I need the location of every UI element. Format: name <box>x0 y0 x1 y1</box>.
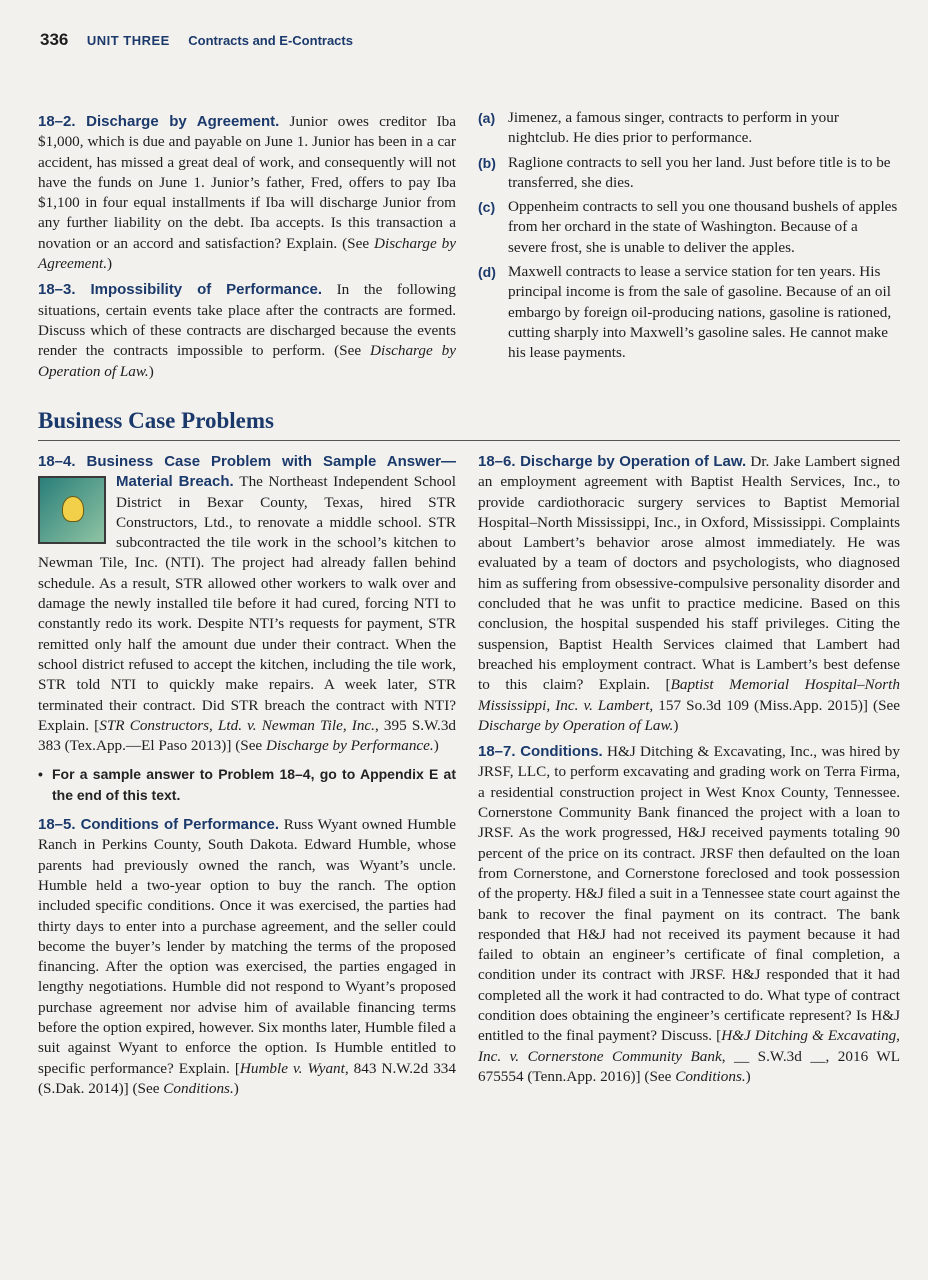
bottom-left-column <box>38 452 456 1105</box>
problem-18-2-heading: 18–2. Discharge by Agreement. <box>38 113 280 130</box>
problem-18-7-heading: 18–7. Conditions. <box>478 743 603 761</box>
problem-18-5-heading: 18–5. Conditions of Performance. <box>38 816 280 834</box>
problem-18-6: 18–6. Discharge by Operation of Law. Dr. Jake Lambert signed an employment agreement with Baptist Health Services, Inc., to provide cardiothoracic surgery services to Baptist Memorial Hospital–North Mississippi, Inc., in Oxford, Mississippi. Complaints about Lambert’s behavior arose almost immediately. He was evaluated by a team of doctors and psychologists, who diagnosed him as suffering from obsessive-compulsive personality disorder and concluded that he was unfit to practice medicine. Based on this conclusion, the hospital suspended his staff privileges. Citing the suspension, Baptist Health Services claimed that Lambert had breached his employment contract. What is Lambert’s best defense to this claim? Explain. [Baptist Memorial Hospital–North Mississippi, Inc. v. Lambert, 157 So.3d 109 (Miss.App. 2015)] (See Discharge by Operation of Law.) <box>478 453 900 734</box>
problem-18-4-heading: 18–4. Business Case Problem with Sample Answer—Material Breach. <box>38 453 456 491</box>
bottom-right-column <box>478 452 900 1093</box>
problem-18-2: 18–2. Discharge by Agreement. Junior owes creditor Iba $1,000, which is due and payable on June 1. Junior has been in a car accident, has missed a great deal of work, and consequently will not have the funds on June 1. Junior’s father, Fred, offers to pay Iba $1,100 in four equal installments if Iba will discharge Junior from any further liability on the debt. Iba accepts. Is this transaction a novation or an accord and satisfaction? Explain. (See Discharge by Agreement.) <box>38 113 457 273</box>
page-number: 336 <box>40 30 69 49</box>
list-item: (a) Jimenez, a famous singer, contracts to perform in your nightclub. He dies prior to performance. <box>478 109 839 147</box>
top-right-column <box>478 108 900 368</box>
problem-18-5: 18–5. Conditions of Performance. Russ Wyant owned Humble Ranch in Perkins County, South Dakota. Edward Humble, whose parents had previously owned the ranch, was Wyant’s uncle. Humble held a two-year option to buy the ranch. The option included specific conditions. Once it was exercised, the parties had thirty days to enter into a purchase agreement, and the seller could become the buyer’s lender by matching the terms of the proposed financing. After the option was exercised, the parties engaged in lengthy negotiations. Humble did not respond to Wyant’s proposed purchase agreement nor advise him of available financing terms before the option expired, however. Six months later, Humble filed a suit against Wyant to enforce the option. Is Humble entitled to specific performance? Explain. [Humble v. Wyant, 843 N.W.2d 334 (S.Dak. 2014)] (See Conditions.) <box>38 816 456 1097</box>
list-item: (d) Maxwell contracts to lease a service station for ten years. His principal income is from the sale of gasoline. Because of an oil embargo by foreign oil-producing nations, gasoline is rationed, cutting sharply into Maxwell’s gasoline sales. He cannot make his lease payments. <box>478 263 892 362</box>
list-item: (c) Oppenheim contracts to sell you one thousand bushels of apples from her orchard in the state of Washington. Because of a severe frost, she is unable to deliver the apples. <box>478 198 898 256</box>
top-left-column <box>38 112 456 388</box>
problem-18-3: 18–3. Impossibility of Performance. In the following situations, certain events take place after the contracts are formed. Discuss which of these contracts are discharged because the events render the contracts impossible to perform. (See Discharge by Operation of Law.) <box>38 281 457 380</box>
list-item: (b) Raglione contracts to sell you her land. Just before title is to be transferred, she dies. <box>478 153 891 191</box>
sample-answer-note: • For a sample answer to Problem 18–4, go to Appendix E at the end of this text. <box>38 766 456 803</box>
problem-18-3-heading: 18–3. Impossibility of Performance. <box>38 281 323 299</box>
problem-18-7: 18–7. Conditions. H&J Ditching & Excavating, Inc., was hired by JRSF, LLC, to perform excavating and grading work on Terra Firma, a residential construction project in West Knox County, Tennessee. Cornerstone Community Bank financed the project with a loan to JRSF. As the work progressed, H&J received payments totaling 90 percent of the price on its contract. JRSF then defaulted on the loan from Cornerstone, and Cornerstone foreclosed and took possession of the property. H&J filed a suit in a Tennessee state court against the bank to recover the final payment on its contract. The bank responded that H&J had not received its payment because it had failed to obtain an engineer’s certificate of final completion, a condition under its contract with JRSF. H&J responded that it had completed all the work it had contracted to do. What type of contract condition does obtaining the engineer’s certificate represent? Is H&J entitled to the final payment? Discuss. [H&J Ditching & Excavating, Inc. v. Cornerstone Community Bank, __ S.W.3d __, 2016 WL 675554 (Tenn.App. 2016)] (See Conditions.) <box>478 743 900 1085</box>
problem-18-4: 18–4. Business Case Problem with Sample Answer—Material Breach. The Northeast Independent School District in Bexar County, Texas, hired STR Constructors, Ltd., to renovate a middle school. STR subcontracted the tile work in the school’s kitchen to Newman Tile, Inc. (NTI). The project had already fallen behind schedule. As a result, STR allowed other workers to walk over and damage the newly installed tile before it had cured, forcing NTI to constantly redo its work. Despite NTI’s requests for payment, STR remitted only half the amount due under their contract. When the school district refused to accept the kitchen, including the tile work, STR told NTI to quickly make repairs. A week later, STR terminated their contract. Did STR breach the contract with NTI? Explain. [STR Constructors, Ltd. v. Newman Tile, Inc., 395 S.W.3d 383 (Tex.App.—El Paso 2013)] (See Discharge by Performance.) <box>38 453 457 755</box>
problem-18-6-heading: 18–6. Discharge by Operation of Law. <box>478 453 747 470</box>
chapter-title: Contracts and E-Contracts <box>188 33 353 48</box>
section-title: Business Case Problems <box>38 408 900 441</box>
unit-label: UNIT THREE <box>86 33 170 48</box>
lightbulb-icon <box>38 476 106 544</box>
running-header <box>40 30 353 50</box>
